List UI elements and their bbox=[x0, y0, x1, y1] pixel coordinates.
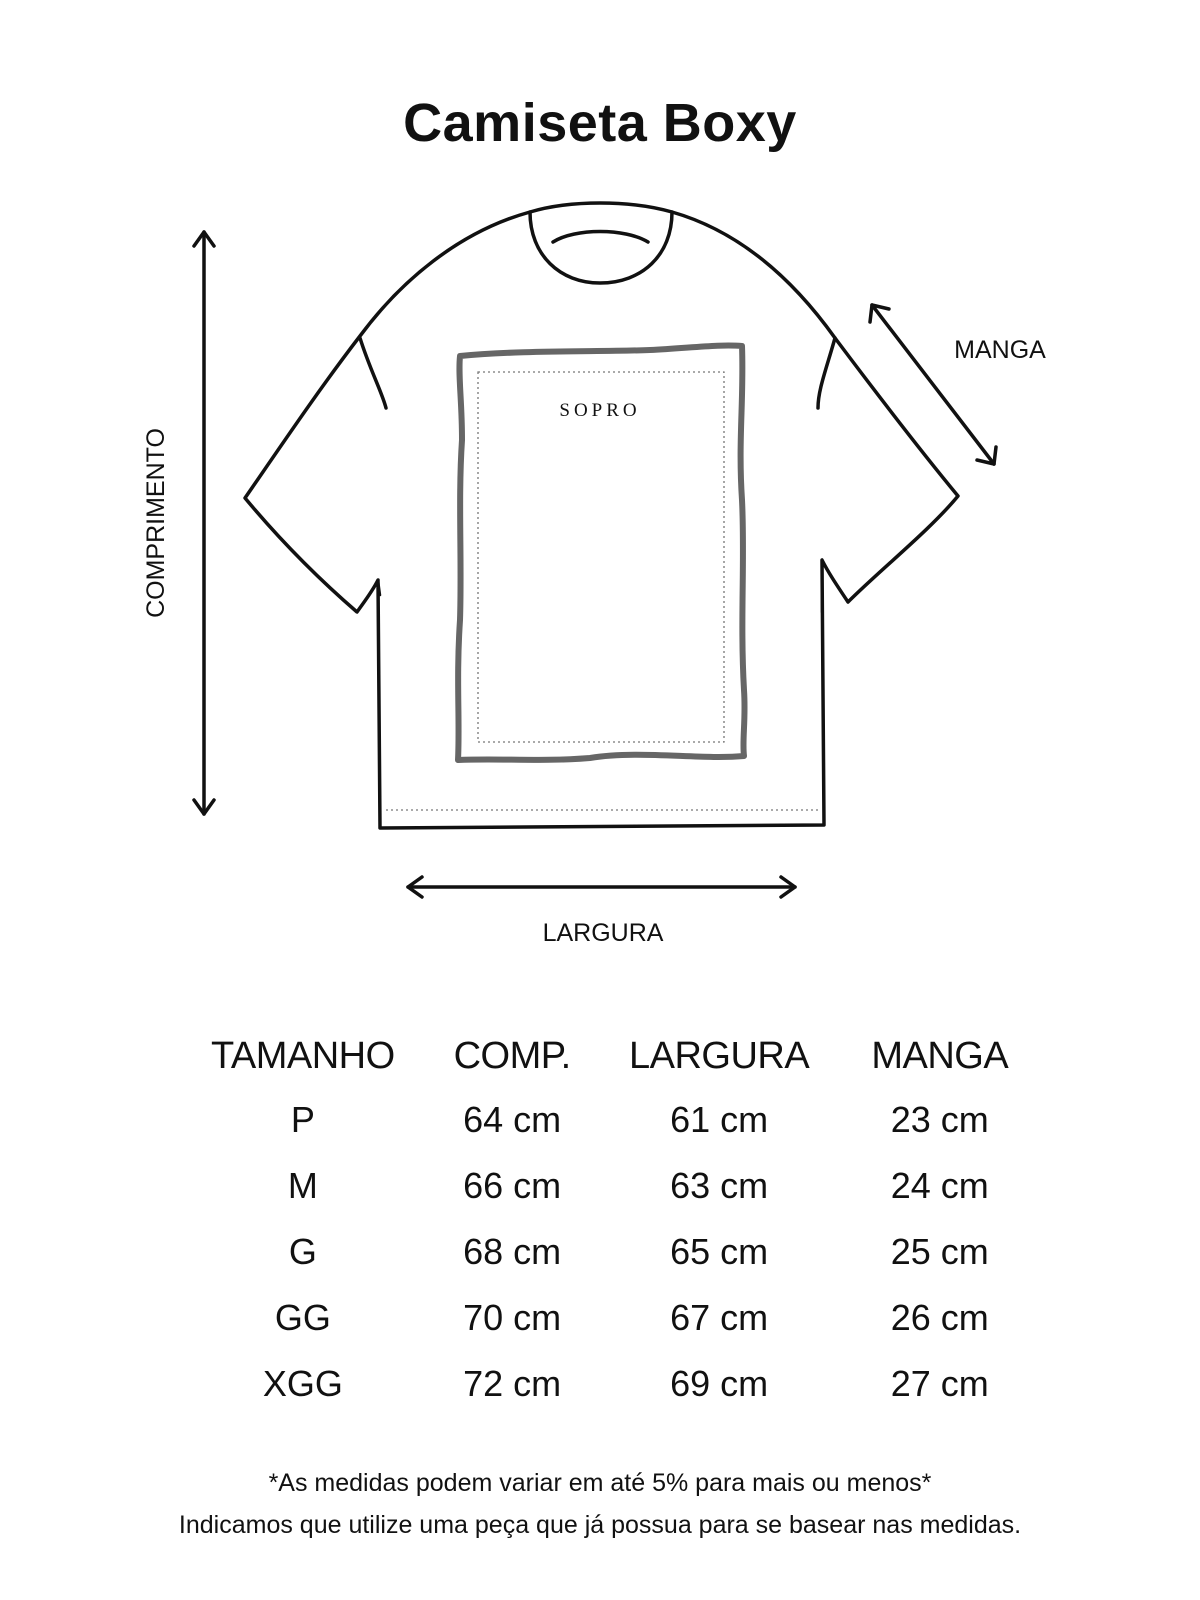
recommendation-note: Indicamos que utilize uma peça que já possua para se basear nas medidas. bbox=[178, 1511, 1022, 1539]
manga-cell: 23 cm bbox=[890, 1099, 989, 1140]
table-row bbox=[175, 1351, 1035, 1417]
table-row bbox=[175, 1219, 1035, 1285]
comp-cell: 72 cm bbox=[463, 1363, 562, 1404]
table-row bbox=[175, 1153, 1035, 1219]
right-sleeve-seam bbox=[818, 338, 835, 408]
largura-label: LARGURA bbox=[542, 919, 664, 947]
manga-cell: 24 cm bbox=[890, 1165, 989, 1206]
largura-cell: 63 cm bbox=[670, 1165, 769, 1206]
size-cell: GG bbox=[274, 1297, 331, 1338]
measurement-notes bbox=[0, 1462, 1200, 1546]
brand-print-text: SOPRO bbox=[559, 400, 641, 421]
manga-arrow bbox=[870, 305, 996, 464]
comp-cell: 68 cm bbox=[463, 1231, 562, 1272]
comprimento-arrow bbox=[194, 232, 214, 814]
size-cell: G bbox=[288, 1231, 317, 1272]
tshirt-measurement-diagram bbox=[0, 190, 1200, 970]
comp-cell: 64 cm bbox=[463, 1099, 562, 1140]
manga-cell: 27 cm bbox=[890, 1363, 989, 1404]
collar-outer bbox=[530, 212, 672, 283]
manga-cell: 25 cm bbox=[890, 1231, 989, 1272]
collar-inner bbox=[553, 232, 648, 243]
table-row bbox=[175, 1087, 1035, 1153]
size-cell: XGG bbox=[262, 1363, 343, 1404]
header-tamanho: TAMANHO bbox=[210, 1034, 395, 1077]
variation-note: *As medidas podem variar em até 5% para mais ou menos* bbox=[268, 1469, 932, 1497]
page-title: Camiseta Boxy bbox=[403, 93, 797, 153]
largura-cell: 61 cm bbox=[670, 1099, 769, 1140]
comp-cell: 66 cm bbox=[463, 1165, 562, 1206]
largura-cell: 67 cm bbox=[670, 1297, 769, 1338]
largura-cell: 65 cm bbox=[670, 1231, 769, 1272]
comprimento-label: COMPRIMENTO bbox=[142, 428, 170, 618]
header-largura: LARGURA bbox=[629, 1034, 810, 1077]
header-comp: COMP. bbox=[453, 1034, 571, 1077]
largura-cell: 69 cm bbox=[670, 1363, 769, 1404]
size-table-header bbox=[175, 1025, 1035, 1087]
manga-label: MANGA bbox=[954, 336, 1046, 364]
header-manga: MANGA bbox=[871, 1034, 1009, 1077]
comp-cell: 70 cm bbox=[463, 1297, 562, 1338]
table-row bbox=[175, 1285, 1035, 1351]
manga-cell: 26 cm bbox=[890, 1297, 989, 1338]
size-cell: P bbox=[290, 1099, 315, 1140]
left-sleeve-seam bbox=[360, 338, 386, 408]
tshirt-outline bbox=[245, 203, 958, 828]
largura-arrow bbox=[408, 877, 795, 897]
size-cell: M bbox=[287, 1165, 318, 1206]
size-table bbox=[175, 1025, 1035, 1417]
